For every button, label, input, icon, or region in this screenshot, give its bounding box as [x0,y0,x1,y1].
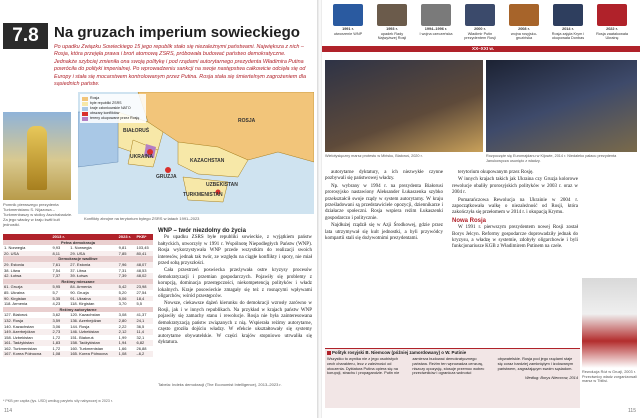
timeline [322,0,640,54]
timeline-photo [377,4,407,26]
paragraph: Np. wybrany w 1994 r. na prezydenta Białorusi prorosyjsko nastawiony Aleksander Łukaszenka szybko przekształcił swoje rządy w system autorytarny. W kraju prześladowani są przedstawiciele opozycji, dziennikarze i działacze społeczni. Rosja wspiera reżim Łukaszenki gospodarczo i politycznie. [325,183,443,221]
table-cell: 1,72 [52,334,61,340]
table-cell: 90. Kirgistan [3,296,51,302]
legend-swatch [82,97,88,101]
section-heading: WNP – twór niezdolny do życia [158,228,246,234]
timeline-item [592,4,632,41]
timeline-item [372,4,412,41]
turkmenbashi-monument-photo [3,112,71,200]
map-label-uzbekistan: UZBEKISTAN [206,182,238,188]
table-cell: 7,39 [118,273,136,279]
table-group-title: Pełna demokracja [3,240,153,246]
timeline-item [460,4,500,41]
table-cell: 48,02 [135,273,153,279]
paragraph: terytorium okupowanym przez Rosję. [458,170,534,175]
table-cell: 61. Gruzja [3,284,51,290]
table-cell: 27. Estonia [69,262,117,268]
table-cell: 7,96 [118,262,136,268]
table-cell: 3,62 [52,312,61,318]
table-group-title: Demokracje wadliwe [3,256,153,262]
table-cell: 90. Gruzja [70,289,89,295]
table-cell: 4,23 [52,301,61,307]
table-cell: 1. Norwegia [70,245,92,251]
map-label-belarus: BIAŁORUŚ [123,128,150,134]
table-cell: 85. Ukraina [4,289,25,295]
timeline-year: 2000 r. [474,27,486,31]
table-cell: 26,88 [136,345,147,351]
table-cell: 127. Białoruś [4,312,28,318]
table-cell: 7,37 [51,273,69,279]
paragraph: Nowsze, ciekawsze dążeń kierunku do demokracji wzrosły zarówno w Rosji, jak i w innych republikach. Na przykład w krajach państw WNP pojawiły się zamachy stanu i rewolucje. Rosja nie była zainteresowana demokratyzacją państw związanych z nią. Wspierała reżimy autorytarne, często groziła dojściu władzy. W efekcie ukształtowały się systemy autorytarne obywatelskie. W części krajów stopniowo utrwaliła się dyktatura. [158,301,312,345]
table-cell: 165. Korea Północna [69,351,117,357]
table-cell: 7,61 [51,262,69,268]
table-header: 2013 r. [51,234,69,240]
table-cell: 103,45 [136,245,149,251]
legend-label: obszary konfliktów [90,111,120,115]
timeline-year: 2014 r. [562,27,574,31]
source-icon [327,351,331,355]
table-cell: 158. Uzbekistan [4,334,33,340]
table-cell: 132. Rosja [3,318,51,324]
table-cell: 7,54 [52,267,61,273]
conflict-map [78,92,314,214]
map-caption: Konflikty zbrojne na terytorium byłego ZSRS w latach 1991–2023 [84,216,200,221]
table-cell: 136. Azerbejdżan [69,318,117,324]
table-cell: 18,4 [135,296,153,302]
table-cell: 9,81 [118,245,127,251]
table-cell: 2,73 [51,329,69,335]
legend-label: Rosja [90,96,100,100]
timeline-text: Rosja zajęła Krym i okupowała Donbas [551,31,585,41]
table-cell: 5,20 [118,289,127,295]
table-cell: 29. USA [69,251,117,257]
table-cell: –6,2 [135,351,153,357]
timeline-item [416,4,456,36]
timeline-year: 2008 r. [518,27,530,31]
table-cell: 5,5 [136,301,143,307]
legend-item [82,116,144,121]
page-number: 115 [628,408,636,414]
table-cell: 118. Kirgistan [70,301,95,307]
table-cell: 161. Tadżykistan [3,340,51,346]
legend-swatch [82,117,88,121]
table-cell: 39. Łotwa [69,273,117,279]
chapter-title: Na gruzach imperium sowieckiego [54,24,300,41]
table-cell: 146. Uzbekistan [69,329,117,335]
text-column-1 [325,170,443,243]
table-cell: 160. Turkmenistan [70,345,104,351]
table-body [3,240,153,357]
timeline-item [548,4,588,41]
table-cell: 37. Litwa [70,267,87,273]
map-legend [80,94,146,123]
table-cell: 3,08 [118,312,127,318]
table-cell: 1,72 [52,345,61,351]
table-cell: 151. Białoruś [70,334,94,340]
table-cell: 7,31 [118,267,127,273]
timeline-year: 1993 r. [386,27,398,31]
section-heading: Nowa Rosja [452,217,487,224]
table-cell: 1,08 [51,351,69,357]
legend-swatch [82,102,88,106]
table-cell: 48,07 [135,262,153,268]
map-label-russia: ROSJA [238,118,256,124]
table-cell: 158. Tadżykistan [69,340,117,346]
table-cell: 36,5 [136,323,145,329]
table-cell: 1,83 [51,340,69,346]
paragraph: Cała przestrzeń poswiecka przeżywała ostre kryzysy procesów demokratyzacji i przemian gospodarczych. Pojawiły się problemy z korupcją, dominacja przestępczości, niekompetencją polityków i władz lokalnych. Kraje posowieckie zmagały się też z rosnącymi wpływami oligarchów, wśród przestępców. [158,268,312,300]
table-cell: 2,80 [118,318,136,324]
table-header: PKB* [135,234,153,240]
timeline-text: I wojna czeczeńska [419,31,453,36]
table-cell: 38. Litwa [4,267,21,273]
table-cell: 24,1 [135,318,153,324]
timeline-text: wojna rosyjsko-gruzińska [510,31,538,41]
photo1-caption: Wielotysięczny marsz protestu w Mińsku, Białoruś, 2020 r. [325,154,423,158]
table-cell: 144. Rosja [70,323,90,329]
photo3-caption: Rewolucja Róż w Gruzji, 2003 r. Przeciwnicy władz zorganizowali marsz w Tbilisi. [582,370,637,384]
table-cell: 1,08 [118,351,136,357]
table-cell: 23,98 [135,284,153,290]
legend-swatch [82,107,88,111]
statue-figure [27,126,47,190]
map-label-kazakhstan: KAZACHSTAN [190,158,225,164]
timeline-year: 1991 r. [342,27,354,31]
table-cell: 162. Turkmenistan [4,345,37,351]
paragraph: Pomarańczowa Rewolucja na Ukrainie w 2004 r. zapoczątkowała walkę o niezależność od Rosji, która zakończyła się przełomem w 2014 r. i okupacją Krymu. [452,197,578,216]
timeline-item [328,4,368,36]
table-cell: 2,22 [118,323,127,329]
democracy-index-table [3,234,153,357]
timeline-text: Władimir Putin prezydentem Rosji [464,31,496,41]
timeline-photo [333,4,363,26]
paragraph: autorytarne dyktatury, a ich niezwykłe czynne pozbywali się państwowej władzy. [325,170,443,182]
table-cell: 48,53 [136,267,147,273]
table-cell: 5,06 [118,296,136,302]
legend-label: byłe republiki ZSRS [90,101,122,105]
chapter-intro: Po upadku Związku Sowieckiego 15 jego republik stało się niezależnymi państwami. Największa z nich – Rosja, która przejęła prawa i broń atomową ZSRS, próbowała budować państwo demokratyczne. Jednakże szybciej zmieniła ona swoją politykę i pod rządami autorytarnego prezydenta Władimira Putina powróciła do polityki imperialnej. Po wprowadzeniu sankcji na swoje następstwa całkowicie odcięła się od Europy i stała się mocarstwem kontrolowanym przez Putina. Rosja stała się śmiertelnym zagrożeniem dla sąsiednich państw. [54,44,306,88]
table-cell: 118. Armenia [4,301,28,307]
source-box-attribution: Według: Borys Niemcow, 2014 [525,375,578,381]
timeline-item [504,4,544,41]
table-cell: 1,94 [118,340,136,346]
table-cell: 20. USA [3,251,51,257]
table-cell: 140. Kazachstan [4,323,34,329]
minsk-protest-photo [325,60,483,152]
table-cell: 27,54 [136,289,147,295]
table-cell: 42. Łotwa [3,273,51,279]
table-cell: 5,95 [51,284,69,290]
timeline-photo [509,4,539,26]
table-source-note: Tabela: Indeks demokracji (The Economist Intelligence), 2013–2023 r. [158,382,282,387]
rose-revolution-photo [582,278,637,368]
table-row [3,351,153,357]
text-column-2 [452,170,578,252]
table-cell: 84. Armenia [69,284,117,290]
timeline-photo [465,4,495,26]
photo-caption: Pomnik pierwszego prezydenta Turkmenistanu S. Nijazowa – Turkmenbaszy w stolicy Aszchabadzie. Za jego władzy w kraju kwitł kult jednostki. [3,202,73,227]
left-page [0,0,318,418]
table-cell: 80,41 [135,251,153,257]
table-group-title: Reżimy mieszane [3,279,153,285]
paragraph: W innych krajach takich jak Ukraina czy Gruzja kolorowe rewolucje obaliły prorosyjskich polityków w 2003 r. oraz w 2004 r. [452,177,578,196]
table-cell: 7,85 [118,251,136,257]
timeline-text: upadek Rady Najwyższej Rosji [377,31,407,41]
timeline-text: Rosja zaatakowała Ukrainę [596,31,628,41]
chapter-number: 7.8 [3,23,48,49]
paragraph: Najdłużej rządził się w Azji Środkowej, gdzie przez lata utrzymywał się kult jednostki, a byli przywódcy kompartii stali się dożywotnimi prezydentami. [325,223,443,242]
table-cell: 8,11 [51,251,69,257]
timeline-year: 1994–1996 r. [424,27,448,31]
paragraph: Po upadku ZSRS byłe republiki sowieckie, z wyjątkiem państw bałtyckich, utworzyły w 1991 r. Wspólnotę Niepodległych Państw (WNP). Rosja wykorzystywała WNP przede wszystkim do realizacji swoich interesów, jednak tak twór, ze względu na ciągłe konflikty i spory, nie miał przed sobą przyszłości. [158,235,312,267]
table-cell: 2,12 [118,329,136,335]
conflict-marker [165,167,171,173]
paragraph: W 1991 r. pierwszym prezydentem nowej Rosji został Borys Jelcyn. Reformy gospodarcze doprowadziły jednak do kryzysu, a władzę w systemie, zdobyły oligarchowie i byli funkcjonariusze KGB z Władimirem Putinem na czele. [452,225,578,250]
map-label-ukraine: UKRAINA [130,154,154,160]
table-cell: 3,70 [118,301,127,307]
map-label-turkmenistan: TURKMENISTAN [183,192,223,198]
table-group-title: Reżimy autorytarne [3,307,153,313]
source-box-text: Wszystko to wynika nie z jego osobistych cech charakteru, lecz z zależności od otoczenia. Dyktatura Putina opiera się na korupcji, strachu i propagandzie. Putin nie zamierza budować demokratycznego państwa. Reżim ten wprowadza cenzurę, niszczy opozycję, stosuje przemoc wobec przeciwników i ogranicza wolności obywatelskie. Rosja pod jego rządami staje się coraz bardziej zamkniętym i izolowanym państwem, zagrażającym swoim sąsiadom. [327,355,574,376]
legend-label: kraje członkowskie NATO [90,106,131,110]
legend-swatch [82,112,88,116]
page-number: 114 [4,408,12,414]
photo2-caption: Rozpoczęte się Euromajdanu w Kijowie, 2014 r. Niedaleko pałacu prezydenta Janukowycza usunięto z władzy. [486,154,617,163]
table-cell: 1,99 [118,334,127,340]
table-cell: 5,35 [51,296,69,302]
source-box [325,348,580,408]
table-cell: 9,93 [52,245,61,251]
timeline-photo [597,4,627,26]
timeline-photo [421,4,451,26]
source-box-title-text: Polityk rosyjski B. Niemcow (później zamordowany) o W. Putinie [332,350,467,356]
timeline-text: utworzenie WNP [333,31,363,36]
table-header: 2023 r. [118,234,136,240]
table-cell: 120. Kazachstan [70,312,101,318]
map-label-georgia: GRUZJA [156,174,177,180]
table-cell: 167. Korea Północna [3,351,51,357]
table-cell: 5,42 [118,284,136,290]
table-cell: 1. Norwegia [4,245,26,251]
table-cell: 91. Ukraina [69,296,117,302]
euromaidan-photo [486,60,637,152]
table-footnote: * PKB per capita (tys. USD) według parytetu siły nabywczej w 2023 r. [3,399,113,403]
timeline-photo [553,4,583,26]
text-column [158,228,312,347]
table-cell: 149. Azerbejdżan [3,329,51,335]
table-cell: 32,1 [136,334,145,340]
table-cell: 5,7 [52,289,58,295]
legend-label: tereny okupowane przez Rosję [90,116,140,120]
timeline-century: XX–XXI w. [472,46,495,51]
right-page [322,0,640,418]
table-cell: 41,37 [136,312,147,318]
table-cell: 1,66 [118,345,127,351]
table-cell: 3,59 [51,318,69,324]
table-cell: 3,06 [52,323,61,329]
table-cell: 29. Estonia [3,262,51,268]
table-cell: 6,82 [135,340,153,346]
table-cell: 11,4 [135,329,153,335]
timeline-year: 2022 r. [606,27,618,31]
